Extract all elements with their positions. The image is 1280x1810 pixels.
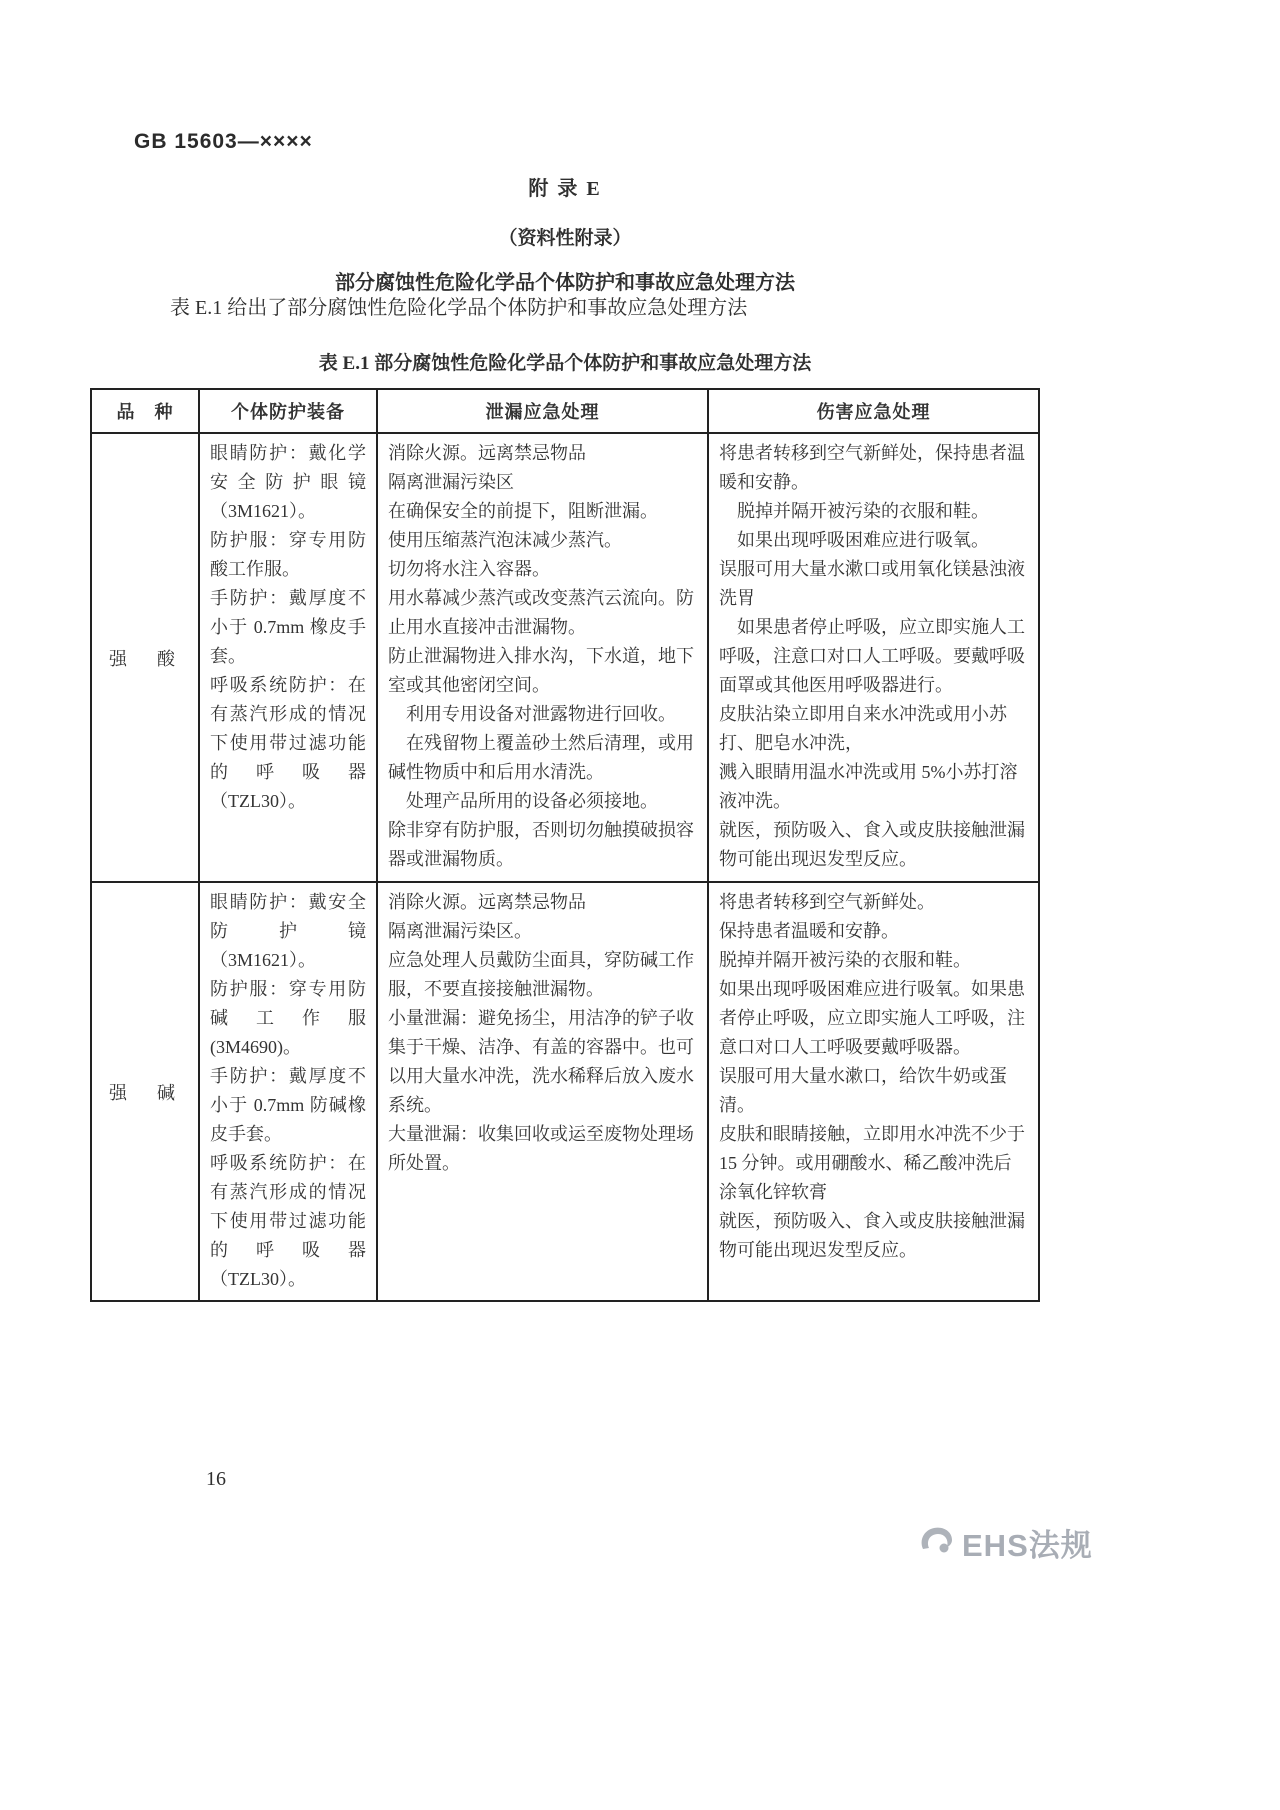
cell-paragraph: 处理产品所用的设备必须接地。: [388, 791, 658, 811]
cell-paragraph: 如果出现呼吸困难应进行吸氧。: [719, 530, 989, 550]
cell-paragraph: 如果患者停止呼吸，应立即实施人工呼吸，注意口对口人工呼吸。要戴呼吸面罩或其他医用呼吸器进行。: [719, 617, 1025, 695]
cell-paragraph: 呼吸系统防护：在有蒸汽形成的情况下使用带过滤功能的呼吸器（TZL30）。: [210, 1153, 366, 1289]
cell-paragraph: 皮肤沾染立即用自来水冲洗或用小苏打、肥皂水冲洗，: [719, 704, 1007, 753]
cell-paragraph: 切勿将水注入容器。: [388, 559, 550, 579]
cell-paragraph: 防止泄漏物进入排水沟，下水道，地下室或其他密闭空间。: [388, 646, 694, 695]
cell-paragraph: 呼吸系统防护：在有蒸汽形成的情况下使用带过滤功能的呼吸器（TZL30）。: [210, 675, 366, 811]
intro-paragraph: 表 E.1 给出了部分腐蚀性危险化学品个体防护和事故应急处理方法: [170, 297, 748, 319]
cell-paragraph: 眼睛防护：戴化学安全防护眼镜（3M1621）。: [210, 443, 366, 521]
protection-cell: [199, 882, 377, 1301]
cell-paragraph: 消除火源。远离禁忌物品: [388, 443, 586, 463]
injury-response-cell: [708, 882, 1039, 1301]
cell-paragraph: 大量泄漏：收集回收或运至废物处理场所处置。: [388, 1124, 694, 1173]
cell-paragraph: 在确保安全的前提下，阻断泄漏。: [388, 501, 658, 521]
appendix-table: [90, 388, 1040, 1302]
injury-response-cell: [708, 433, 1039, 882]
cell-paragraph: 眼睛防护：戴安全防护镜（3M1621）。: [210, 892, 366, 970]
cell-paragraph: 利用专用设备对泄露物进行回收。: [388, 704, 676, 724]
appendix-heading: 部分腐蚀性危险化学品个体防护和事故应急处理方法: [335, 272, 795, 294]
ehs-logo-icon: [918, 1524, 956, 1561]
cell-paragraph: 防护服：穿专用防酸工作服。: [210, 530, 366, 579]
appendix-title: 附 录 E: [528, 178, 602, 200]
cell-paragraph: 手防护：戴厚度不小于 0.7mm 防碱橡皮手套。: [210, 1066, 366, 1144]
cell-paragraph: 小量泄漏：避免扬尘，用洁净的铲子收集于干燥、洁净、有盖的容器中。也可以用大量水冲洗，洗水稀释后放入废水系统。: [388, 1008, 694, 1115]
header-leak-response: 泄漏应急处理: [377, 389, 708, 433]
cell-paragraph: 误服可用大量水漱口或用氧化镁悬浊液洗胃: [719, 559, 1025, 608]
cell-paragraph: 防护服：穿专用防碱工作服(3M4690)。: [210, 979, 366, 1057]
cell-paragraph: 脱掉并隔开被污染的衣服和鞋。: [719, 950, 971, 970]
doc-code: GB 15603—××××: [134, 130, 313, 153]
cell-paragraph: 将患者转移到空气新鲜处，保持患者温暖和安静。: [719, 443, 1025, 492]
page-number: 16: [206, 1468, 226, 1490]
table-row-strong-alkali: [91, 882, 1039, 1301]
header-species: 品 种: [91, 389, 199, 433]
table-row-strong-acid: [91, 433, 1039, 882]
cell-paragraph: 除非穿有防护服，否则切勿触摸破损容器或泄漏物质。: [388, 820, 694, 869]
header-injury-response: 伤害应急处理: [708, 389, 1039, 433]
table-caption: 表 E.1 部分腐蚀性危险化学品个体防护和事故应急处理方法: [318, 353, 812, 374]
cell-paragraph: 应急处理人员戴防尘面具，穿防碱工作服，不要直接接触泄漏物。: [388, 950, 694, 999]
leak-response-cell: [377, 882, 708, 1301]
watermark: [918, 1520, 1093, 1565]
cell-paragraph: 溅入眼睛用温水冲洗或用 5%小苏打溶液冲洗。: [719, 762, 1018, 811]
cell-paragraph: 消除火源。远离禁忌物品: [388, 892, 586, 912]
cell-paragraph: 用水幕减少蒸汽或改变蒸汽云流向。防止用水直接冲击泄漏物。: [388, 588, 694, 637]
cell-paragraph: 使用压缩蒸汽泡沫减少蒸汽。: [388, 530, 622, 550]
appendix-titles: [90, 172, 1040, 295]
appendix-subtitle: （资料性附录）: [498, 228, 632, 249]
watermark-label: EHS法规: [962, 1528, 1093, 1563]
species-cell: 强 碱: [91, 882, 199, 1301]
species-cell: 强 酸: [91, 433, 199, 882]
cell-paragraph: 保持患者温暖和安静。: [719, 921, 899, 941]
table-header-row: [91, 389, 1039, 433]
cell-paragraph: 手防护：戴厚度不小于 0.7mm 橡皮手套。: [210, 588, 366, 666]
cell-paragraph: 就医，预防吸入、食入或皮肤接触泄漏物可能出现迟发型反应。: [719, 1211, 1025, 1260]
cell-paragraph: 误服可用大量水漱口，给饮牛奶或蛋清。: [719, 1066, 1007, 1115]
cell-paragraph: 就医，预防吸入、食入或皮肤接触泄漏物可能出现迟发型反应。: [719, 820, 1025, 869]
cell-paragraph: 脱掉并隔开被污染的衣服和鞋。: [719, 501, 989, 521]
protection-cell: [199, 433, 377, 882]
cell-paragraph: 如果出现呼吸困难应进行吸氧。如果患者停止呼吸，应立即实施人工呼吸，注意口对口人工呼吸要戴呼吸器。: [719, 979, 1025, 1057]
cell-paragraph: 隔离泄漏污染区。: [388, 921, 532, 941]
cell-paragraph: 在残留物上覆盖砂土然后清理，或用碱性物质中和后用水清洗。: [388, 733, 694, 782]
cell-paragraph: 隔离泄漏污染区: [388, 472, 514, 492]
header-protection: 个体防护装备: [199, 389, 377, 433]
cell-paragraph: 将患者转移到空气新鲜处。: [719, 892, 935, 912]
cell-paragraph: 皮肤和眼睛接触，立即用水冲洗不少于 15 分钟。或用硼酸水、稀乙酸冲洗后涂氧化锌软膏: [719, 1124, 1025, 1202]
leak-response-cell: [377, 433, 708, 882]
